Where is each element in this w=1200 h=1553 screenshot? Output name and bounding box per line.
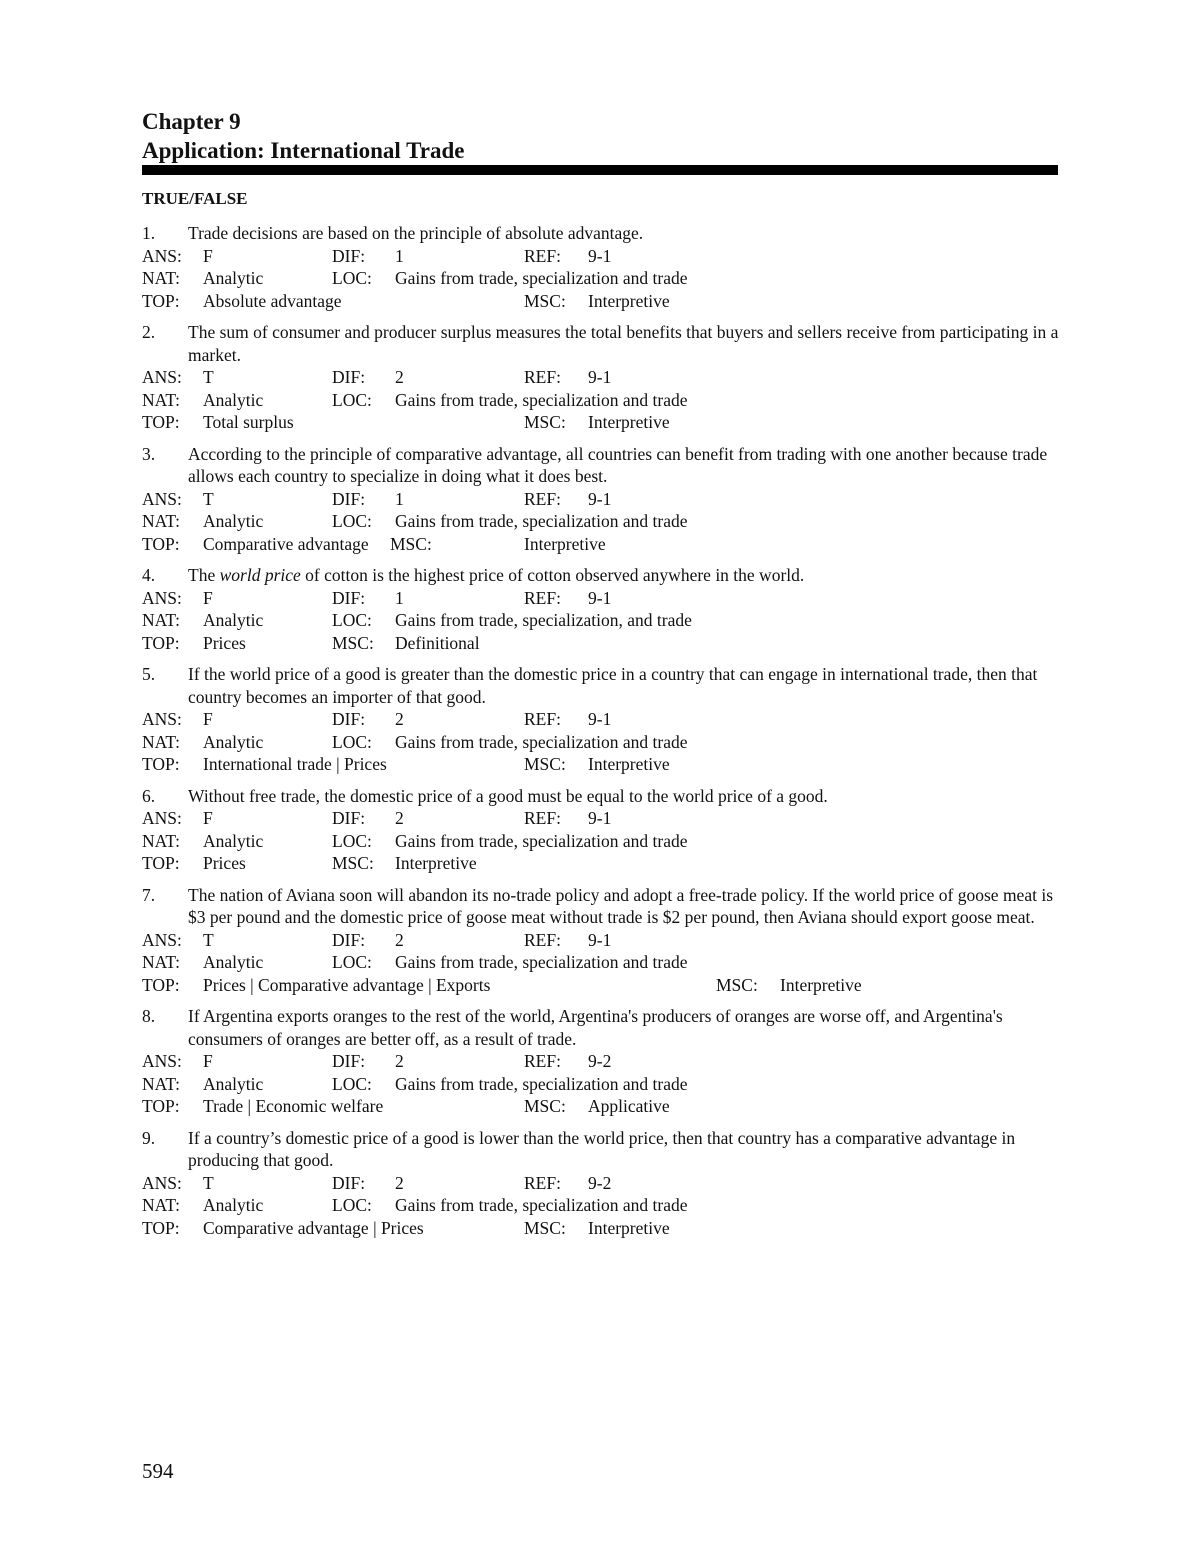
meta-value: Gains from trade, specialization and trade (395, 389, 688, 410)
meta-value: Gains from trade, specialization and trade (395, 731, 688, 752)
meta-value: 1 (395, 587, 404, 608)
meta-row-topic (142, 852, 1060, 875)
meta-row-answer (142, 366, 1060, 389)
meta-label: MSC: (524, 290, 566, 311)
meta-label: NAT: (142, 1073, 181, 1094)
meta-value: Applicative (588, 1096, 670, 1116)
meta-label: TOP: (142, 290, 180, 311)
meta-value: T (203, 1172, 214, 1193)
question-text: Without free trade, the domestic price of a good must be equal to the world price of a good. (188, 785, 828, 806)
meta-value: Gains from trade, specialization and trade (395, 1195, 688, 1215)
meta-label: LOC: (332, 952, 372, 972)
question-item (142, 321, 1060, 434)
meta-label: TOP: (142, 533, 180, 554)
meta-row-category (142, 951, 1060, 974)
meta-label: TOP: (142, 853, 180, 873)
meta-label: LOC: (332, 610, 372, 630)
term-world-price: world price (219, 565, 301, 585)
question-number: 1. (142, 223, 156, 243)
meta-value: Prices (203, 853, 246, 873)
meta-value: T (203, 488, 214, 509)
question-number: 6. (142, 785, 156, 806)
meta-value: Trade | Economic welfare (203, 1096, 384, 1116)
meta-label: LOC: (332, 511, 372, 531)
meta-value: Analytic (203, 830, 264, 851)
meta-row-answer (142, 1050, 1060, 1073)
meta-label: MSC: (716, 974, 758, 995)
meta-value: Analytic (203, 268, 264, 288)
meta-value: Interpretive (588, 1217, 670, 1238)
question-list (142, 222, 1060, 1248)
meta-label: REF: (524, 808, 561, 828)
meta-value: Analytic (203, 610, 264, 630)
chapter-title: Chapter 9 (142, 109, 241, 134)
meta-row-category (142, 609, 1060, 632)
meta-label: LOC: (332, 1195, 372, 1215)
meta-label: TOP: (142, 974, 180, 995)
meta-label: REF: (524, 1051, 561, 1071)
meta-label: NAT: (142, 268, 181, 288)
meta-row-category (142, 1073, 1060, 1096)
meta-value: F (203, 587, 213, 608)
question-text: If a country’s domestic price of a good is lower than the world price, then that country has a comparative advantage in producing that good. (188, 1127, 1016, 1170)
meta-label: NAT: (142, 1195, 181, 1215)
question-number: 2. (142, 322, 156, 342)
meta-value: Prices | Comparative advantage | Exports (203, 974, 491, 995)
meta-value: Analytic (203, 511, 264, 531)
question-text: According to the principle of comparative advantage, all countries can benefit from trading with one another because trade allows each country to specialize in doing what it does best. (188, 443, 1048, 486)
meta-label: LOC: (332, 1073, 372, 1094)
meta-row-topic (142, 411, 1060, 434)
meta-label: LOC: (332, 268, 372, 288)
meta-row-answer (142, 245, 1060, 268)
meta-value: 2 (395, 709, 404, 729)
question-number: 8. (142, 1006, 156, 1026)
meta-value: 9-1 (588, 929, 612, 950)
meta-label: ANS: (142, 488, 182, 509)
meta-value: Comparative advantage (203, 533, 369, 554)
meta-value: Analytic (203, 389, 264, 410)
meta-label: NAT: (142, 511, 181, 531)
meta-value: 9-1 (588, 367, 612, 387)
meta-value: Analytic (203, 731, 264, 752)
meta-label: REF: (524, 587, 561, 608)
meta-label: MSC: (390, 533, 432, 554)
meta-value: T (203, 929, 214, 950)
meta-label: MSC: (524, 1217, 566, 1238)
meta-row-category (142, 267, 1060, 290)
question-item (142, 564, 1060, 654)
meta-row-topic (142, 1095, 1060, 1118)
meta-label: REF: (524, 367, 561, 387)
meta-label: ANS: (142, 709, 182, 729)
meta-label: REF: (524, 1172, 561, 1193)
meta-value: Interpretive (780, 974, 862, 995)
question-item (142, 222, 1060, 312)
meta-value: Gains from trade, specialization and trade (395, 1073, 688, 1094)
meta-value: Definitional (395, 632, 480, 653)
meta-row-answer (142, 929, 1060, 952)
meta-value: International trade | Prices (203, 754, 387, 774)
meta-label: MSC: (524, 412, 566, 432)
meta-label: TOP: (142, 1217, 180, 1238)
meta-label: LOC: (332, 389, 372, 410)
meta-row-category (142, 731, 1060, 754)
meta-value: 2 (395, 929, 404, 950)
meta-row-answer (142, 807, 1060, 830)
meta-value: 9-1 (588, 808, 612, 828)
meta-value: Absolute advantage (203, 290, 342, 311)
meta-value: Analytic (203, 1195, 264, 1215)
meta-value: 1 (395, 245, 404, 266)
meta-label: ANS: (142, 367, 182, 387)
meta-value: F (203, 808, 213, 828)
meta-label: DIF: (332, 488, 366, 509)
meta-row-category (142, 830, 1060, 853)
meta-label: NAT: (142, 389, 181, 410)
meta-label: DIF: (332, 709, 366, 729)
meta-label: REF: (524, 488, 561, 509)
question-number: 9. (142, 1127, 156, 1148)
question-text: Trade decisions are based on the principle of absolute advantage. (188, 223, 644, 243)
meta-label: DIF: (332, 929, 366, 950)
meta-label: DIF: (332, 587, 366, 608)
meta-label: TOP: (142, 412, 180, 432)
question-text: If the world price of a good is greater than the domestic price in a country that can engage in international trade, then that country becomes an importer of that good. (188, 664, 1038, 707)
meta-label: DIF: (332, 1051, 366, 1071)
meta-label: ANS: (142, 245, 182, 266)
meta-value: T (203, 367, 214, 387)
meta-label: MSC: (524, 754, 566, 774)
meta-label: MSC: (332, 632, 374, 653)
meta-label: NAT: (142, 731, 181, 752)
meta-value: Interpretive (588, 290, 670, 311)
meta-label: REF: (524, 929, 561, 950)
meta-value: 9-1 (588, 245, 612, 266)
meta-value: Interpretive (395, 853, 477, 873)
question-item (142, 443, 1060, 556)
meta-value: 9-1 (588, 587, 612, 608)
meta-value: 9-2 (588, 1172, 612, 1193)
section-heading: TRUE/FALSE (142, 189, 248, 208)
meta-value: 2 (395, 1172, 404, 1193)
meta-row-topic (142, 632, 1060, 655)
meta-label: LOC: (332, 731, 372, 752)
meta-label: TOP: (142, 1096, 180, 1116)
meta-label: ANS: (142, 1172, 182, 1193)
chapter-subtitle: Application: International Trade (142, 138, 465, 163)
meta-value: F (203, 245, 213, 266)
meta-label: ANS: (142, 808, 182, 828)
question-text: The nation of Aviana soon will abandon its no-trade policy and adopt a free-trade policy. If the world price of goose meat is $3 per pound and the domestic price of goose meat without trade is $2 per pound, then Aviana should export goose meat. (188, 884, 1054, 927)
meta-value: 2 (395, 808, 404, 828)
meta-value: Comparative advantage | Prices (203, 1217, 424, 1238)
meta-value: Analytic (203, 1073, 264, 1094)
meta-value: F (203, 1051, 213, 1071)
meta-value: 2 (395, 367, 404, 387)
meta-label: ANS: (142, 929, 182, 950)
question-number: 5. (142, 664, 156, 684)
meta-label: NAT: (142, 830, 181, 851)
meta-label: REF: (524, 709, 561, 729)
meta-value: 1 (395, 488, 404, 509)
meta-value: Analytic (203, 952, 264, 972)
meta-label: DIF: (332, 367, 366, 387)
meta-row-answer (142, 587, 1060, 610)
meta-value: 9-1 (588, 488, 612, 509)
meta-value: Gains from trade, specialization and trade (395, 830, 688, 851)
meta-label: NAT: (142, 610, 181, 630)
meta-label: ANS: (142, 587, 182, 608)
meta-label: ANS: (142, 1051, 182, 1071)
meta-label: REF: (524, 245, 561, 266)
meta-row-category (142, 1194, 1060, 1217)
question-number: 7. (142, 884, 156, 905)
meta-label: NAT: (142, 952, 181, 972)
meta-value: 9-2 (588, 1051, 612, 1071)
meta-value: Interpretive (588, 754, 670, 774)
question-item (142, 785, 1060, 875)
meta-row-topic (142, 533, 1060, 556)
question-item (142, 1005, 1060, 1118)
meta-value: Gains from trade, specialization and trade (395, 511, 688, 531)
meta-value: Gains from trade, specialization and trade (395, 268, 688, 288)
question-text: The world price of cotton is the highest price of cotton observed anywhere in the world. (188, 565, 805, 585)
question-item (142, 884, 1060, 997)
meta-label: DIF: (332, 245, 366, 266)
meta-row-category (142, 510, 1060, 533)
question-number: 4. (142, 565, 156, 585)
meta-value: 2 (395, 1051, 404, 1071)
meta-label: TOP: (142, 632, 180, 653)
meta-row-answer (142, 488, 1060, 511)
meta-label: DIF: (332, 808, 366, 828)
meta-value: Prices (203, 632, 246, 653)
meta-row-topic (142, 1217, 1060, 1240)
page-number: 594 (142, 1459, 174, 1483)
meta-value: Total surplus (203, 412, 294, 432)
title-rule (142, 165, 1058, 175)
question-text: The sum of consumer and producer surplus measures the total benefits that buyers and sellers receive from participating in a market. (188, 322, 1059, 365)
meta-row-category (142, 389, 1060, 412)
question-item (142, 1127, 1060, 1240)
meta-label: MSC: (524, 1096, 566, 1116)
meta-value: 9-1 (588, 709, 612, 729)
meta-value: Gains from trade, specialization, and trade (395, 610, 692, 630)
meta-label: TOP: (142, 754, 180, 774)
meta-value: F (203, 709, 213, 729)
meta-label: MSC: (332, 853, 374, 873)
meta-row-topic (142, 290, 1060, 313)
meta-label: DIF: (332, 1172, 366, 1193)
meta-row-topic (142, 974, 1060, 997)
meta-value: Interpretive (524, 533, 606, 554)
meta-row-answer (142, 1172, 1060, 1195)
meta-value: Interpretive (588, 412, 670, 432)
meta-row-topic (142, 753, 1060, 776)
meta-row-answer (142, 708, 1060, 731)
meta-value: Gains from trade, specialization and trade (395, 952, 688, 972)
document-page (142, 0, 1060, 1553)
question-text: If Argentina exports oranges to the rest of the world, Argentina's producers of oranges are worse off, and Argentina's consumers of oranges are better off, as a result of trade. (188, 1006, 1003, 1049)
question-number: 3. (142, 443, 156, 464)
meta-label: LOC: (332, 830, 372, 851)
question-item (142, 663, 1060, 776)
